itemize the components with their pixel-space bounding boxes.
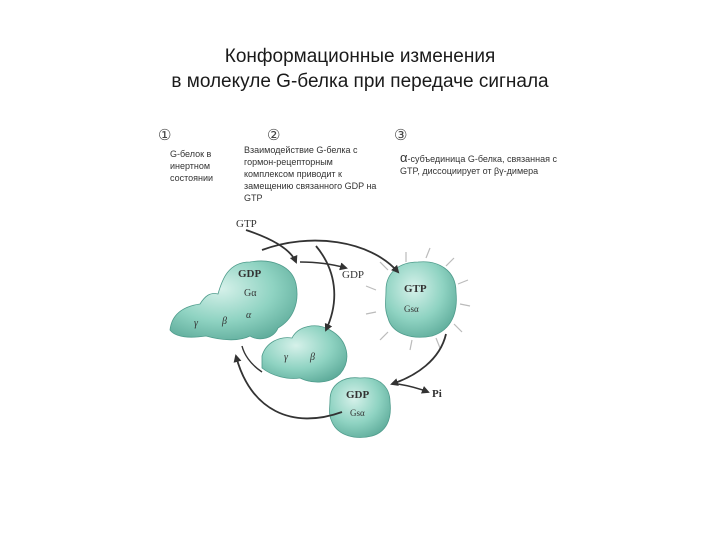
- pi-release-arrow: [398, 384, 428, 392]
- dissociation-arrow: [316, 246, 334, 330]
- active-alpha-gtp-shape: [386, 262, 457, 337]
- active-gtp-label: GTP: [404, 283, 427, 295]
- inactive-gamma-label: γ: [194, 318, 198, 329]
- dimer-beta-label: β: [310, 352, 315, 363]
- beta-gamma-dimer-shape: [262, 326, 347, 382]
- gtp-input-label: GTP: [236, 218, 257, 230]
- step-2-number: ②: [267, 127, 281, 144]
- inactive-alpha-label: α: [246, 310, 252, 321]
- step-1-number: ①: [158, 127, 172, 144]
- step-3-number: ③: [394, 127, 408, 144]
- dimer-return-arrow: [242, 346, 262, 372]
- hydrolyzed-gs-alpha-label: Gsα: [350, 408, 365, 418]
- gdp-release-arrow: [300, 262, 346, 268]
- inactive-g-protein-shape: [170, 261, 297, 340]
- dimer-gamma-label: γ: [284, 352, 288, 363]
- inactive-beta-label: β: [222, 316, 227, 327]
- inactive-gdp-label: GDP: [238, 268, 262, 280]
- page-title-line-1: Конформационные изменения: [224, 46, 496, 67]
- inactive-g-alpha-label: Gα: [244, 288, 257, 299]
- step-3-caption-alpha: α: [400, 150, 408, 165]
- step-3-caption-text: -субъединица G-белка, связанная с GTP, диссоциирует от βγ-димера: [400, 154, 557, 176]
- gdp-output-label: GDP: [342, 269, 365, 281]
- hydrolyzed-gdp-label: GDP: [346, 389, 370, 401]
- step-2-caption: Взаимодействие G-белка с гормон-рецепторным комплексом приводит к замещению связанного GDP на GTP: [244, 145, 377, 203]
- active-gs-alpha-label: Gsα: [404, 304, 419, 314]
- page-title-line-2: в молекуле G-белка при передаче сигнала: [171, 71, 549, 92]
- pi-output-label: Pi: [432, 388, 442, 400]
- step-1-caption: G-белок в инертном состоянии: [170, 149, 214, 183]
